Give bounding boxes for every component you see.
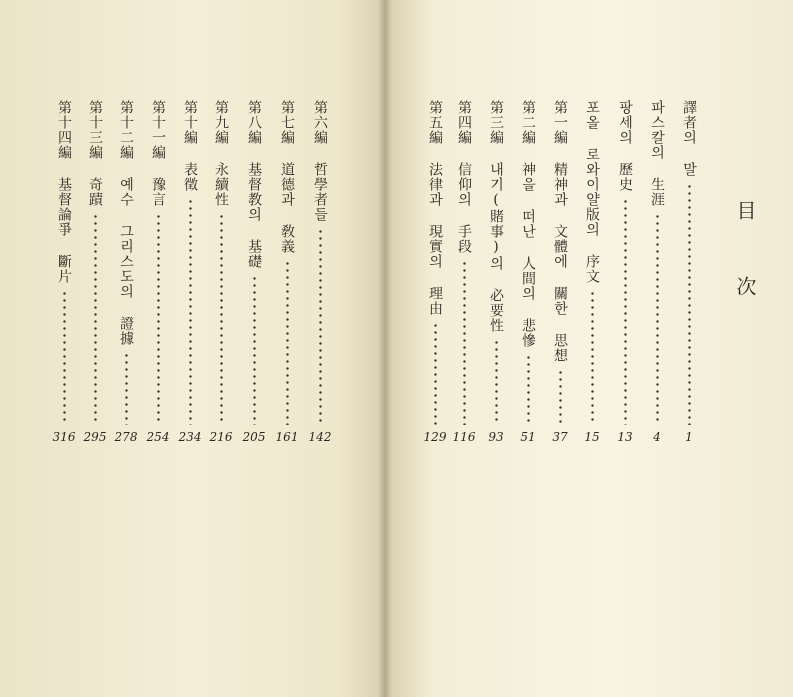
toc-entry [179,100,201,445]
dot-leader [559,369,562,425]
toc-entry-page: 15 [584,430,600,444]
toc-entry-label: 第六編 哲學者들 [312,100,328,222]
toc-entry-label: 第三編 내기(賭事)의 必要性 [488,100,504,333]
toc-entry-label: 第十三編 奇蹟 [87,100,103,207]
toc-entry-page: 129 [423,430,447,444]
toc-entry [453,100,475,445]
book-gutter [378,0,392,697]
toc-entry-label: 第十二編 예수 그리스도의 證據 [118,100,134,346]
toc-entry-page: 234 [178,430,202,444]
toc-entry-label: 第四編 信仰의 手段 [456,100,472,254]
toc-title: 目 次 [733,200,757,312]
dot-leader [624,198,627,425]
toc-entry [614,100,636,445]
toc-entry [147,100,169,445]
toc-entry-label: 第五編 法律과 現實의 理由 [427,100,443,316]
dot-leader [157,213,160,425]
toc-entry-page: 4 [653,430,661,444]
toc-entry [53,100,75,445]
dot-leader [94,213,97,425]
toc-entry-page: 161 [275,430,299,444]
toc-entry [243,100,265,445]
toc-entry-label: 第八編 基督教의 基礎 [246,100,262,269]
dot-leader [63,290,66,425]
toc-entry-label: 第十一編 豫言 [150,100,166,207]
toc-entry-label: 第七編 道德과 敎義 [279,100,295,254]
dot-leader [463,260,466,425]
toc-entry-page: 278 [114,430,138,444]
toc-entry [424,100,446,445]
toc-entry-label: 第十編 表徵 [182,100,198,192]
toc-entry-page: 295 [83,430,107,444]
dot-leader [319,228,322,425]
dot-leader [253,275,256,425]
left-page [0,0,384,697]
toc-entry-page: 142 [308,430,332,444]
toc-entry-page: 1 [685,430,693,444]
toc-entry [115,100,137,445]
toc-entry-label: 譯者의 말 [681,100,697,177]
toc-entry [549,100,571,445]
toc-entry-page: 116 [452,430,476,444]
toc-entry [581,100,603,445]
dot-leader [434,322,437,425]
dot-leader [591,290,594,425]
toc-entry [678,100,700,445]
toc-entry-label: 第一編 精神과 文體에 關한 思想 [552,100,568,363]
toc-entry-label: 파스칼의 生涯 [649,100,665,207]
dot-leader [286,260,289,425]
toc-entry [84,100,106,445]
toc-entry-label: 포올 로와이얄版의 序文 [584,100,600,284]
dot-leader [656,213,659,425]
toc-entry-page: 51 [520,430,536,444]
toc-entry-page: 216 [209,430,233,444]
toc-entry [485,100,507,445]
toc-entry-page: 205 [242,430,266,444]
right-page [384,0,793,697]
toc-entry-label: 第九編 永續性 [213,100,229,207]
toc-entry-label: 第二編 神을 떠난 人間의 悲慘 [520,100,536,348]
dot-leader [527,354,530,425]
toc-entry-page: 316 [52,430,76,444]
toc-entry [517,100,539,445]
toc-entry [309,100,331,445]
dot-leader [220,213,223,425]
toc-entry [646,100,668,445]
toc-entry-page: 13 [617,430,633,444]
dot-leader [688,183,691,425]
dot-leader [495,339,498,425]
dot-leader [125,352,128,425]
toc-entry-label: 第十四編 基督論爭 斷片 [56,100,72,284]
toc-entry [276,100,298,445]
toc-entry-page: 93 [488,430,504,444]
toc-entry-page: 254 [146,430,170,444]
toc-entry-page: 37 [552,430,568,444]
toc-entry [210,100,232,445]
toc-entry-label: 팡세의 歷史 [617,100,633,192]
dot-leader [189,198,192,425]
